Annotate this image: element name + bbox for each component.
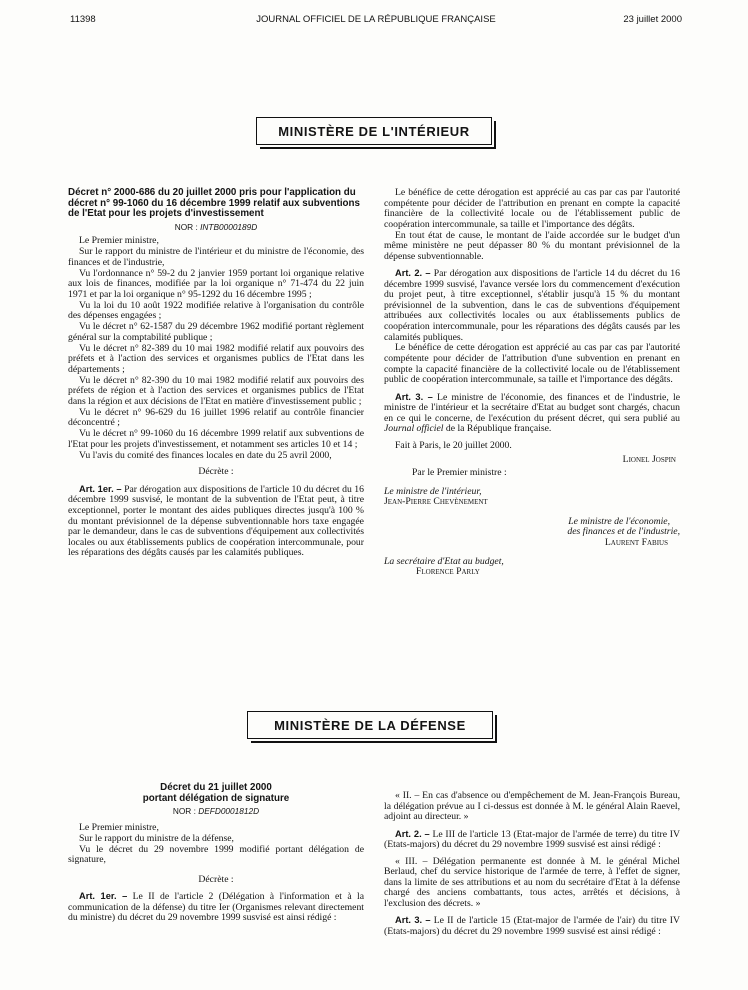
preamble-line: Vu le décret n° 99-1060 du 16 décembre 1999 relatif aux subventions de l'Etat pour les projets d'investissement, et notamment ses articles 10 et 14 ; <box>68 428 364 450</box>
nor-reference <box>68 806 364 817</box>
article-text: de la République française. <box>443 423 552 435</box>
article-label: Art. 3. – <box>395 915 431 926</box>
decree-defense-column-left <box>68 783 364 924</box>
preamble-line: Sur le rapport du ministre de la défense, <box>79 832 234 844</box>
article-3 <box>384 915 680 937</box>
preamble-line: Vu l'avis du comité des finances locales en date du 25 avril 2000, <box>79 449 332 461</box>
preamble-line: Vu le décret n° 62-1587 du 29 décembre 1962 modifié portant règlement général sur la comptabilité publique ; <box>68 321 364 343</box>
decree-title-line: Décret du 21 juillet 2000 <box>160 782 272 793</box>
preamble-line: Vu la loi du 10 août 1922 modifiée relative à l'organisation du contrôle des dépenses engagées ; <box>68 299 364 322</box>
quote-paragraph-II: « II. – En cas d'absence ou d'empêchement de M. Jean-François Bureau, la délégation prévue au I ci-dessus est donnée à M. le général Alain Raevel, adjoint au directeur. » <box>384 790 680 823</box>
nor-code: DEFD0001812D <box>198 806 260 817</box>
decrete-label: Décrète : <box>198 466 234 478</box>
article-label: Art. 1er. – <box>79 891 128 902</box>
economy-minister-title-1: Le ministre de l'économie, <box>568 515 670 527</box>
nor-code: INTB0000189D <box>200 221 258 232</box>
article-2 <box>384 829 680 851</box>
running-header <box>70 14 682 30</box>
quote-paragraph-III: « III. – Délégation permanente est donnée à M. le général Michel Berlaud, chef du service historique de l'armée de terre, à l'effet de signer, dans la limite de ses attributions et au nom du secrétaire d'Etat à la défense chargé des anciens combattants, tous actes, arrêtés et décisions, à l'exclusion des décrets. » <box>384 855 680 909</box>
ministry-heading-interior: MINISTÈRE DE L'INTÉRIEUR <box>256 117 492 145</box>
preamble-line: Vu l'ordonnance n° 59-2 du 2 janvier 1959 portant loi organique relative aux lois de finances, modifiée par la loi organique n° 71-474 du 22 juin 1971 et par la loi organique n° 95-1292 du 16 décembre 1995 ; <box>68 267 364 300</box>
article-1-paragraph: En tout état de cause, le montant de l'aide accordée sur le budget d'un même ministère ne peut dépasser 80 % du montant prévisionnel de la dépense subventionnable. <box>384 229 680 262</box>
ministry-heading-defense: MINISTÈRE DE LA DÉFENSE <box>247 711 493 739</box>
economy-minister-name: Laurent Fabius <box>604 536 668 548</box>
decrete-label: Décrète : <box>198 873 234 885</box>
decree-defense-column-right <box>384 783 680 938</box>
budget-secretary-name: Florence Parly <box>416 566 480 578</box>
article-1-paragraph: Le bénéfice de cette dérogation est apprécié au cas par cas par l'autorité compétente pour décider de l'attribution en prenant en compte la capacité financière de la collectivité locale ou de l'établissement public de coopération intercommunale, sa taille et l'importance des dégâts. <box>384 187 680 230</box>
nor-label: NOR : <box>172 806 196 817</box>
preamble-line: Vu le décret du 29 novembre 1999 modifié portant délégation de signature, <box>68 843 364 866</box>
economy-minister-title-2: des finances et de l'industrie, <box>567 526 680 538</box>
article-2 <box>384 268 680 343</box>
issue-date: 23 juillet 2000 <box>623 14 682 25</box>
signatory-pm: Lionel Jospin <box>622 454 676 466</box>
interior-minister-title: Le ministre de l'intérieur, <box>384 485 482 497</box>
decree-interior-column-left <box>68 188 364 559</box>
decree-interior-column-right <box>384 188 680 578</box>
signature-block <box>384 455 680 577</box>
article-text: Le II de l'article 2 (Délégation à l'information et à la communication de la défense) du titre Ier (Organismes relevant directement du ministre) du décret du 29 novembre 1999 susvisé est ainsi rédigé : <box>68 891 364 924</box>
done-at: Fait à Paris, le 20 juillet 2000. <box>395 439 512 451</box>
article-1 <box>68 484 364 559</box>
article-label: Art. 1er. – <box>79 483 122 494</box>
page-number: 11398 <box>70 14 96 25</box>
preamble-line: Le Premier ministre, <box>79 821 159 833</box>
article-text: Par dérogation aux dispositions de l'article 10 du décret du 16 décembre 1999 susvisé, le montant de la subvention de l'Etat peut, à titre exceptionnel, porter le montant des aides publiques directes jusqu'à 100 % du montant prévisionnel de la dépense subventionnable hors taxe engagée par le demandeur, dans le cas de subventions d'équipement aux collectivités locales ou aux établissements publics de coopération intercommunale, pour les réparations des dégâts causés par les calamités publiques. <box>68 483 364 559</box>
article-label: Art. 3. – <box>395 391 433 402</box>
decree-title-line: portant délégation de signature <box>142 792 290 804</box>
article-text: Par dérogation aux dispositions de l'article 14 du décret du 16 décembre 1999 susvisé, l'avance versée lors du commencement d'exécution du projet peut, à titre exceptionnel, s'établir jusqu'à 15 % du montant prévisionnel de la subvention, dans le cas de subventions d'équipement attribuées aux collectivités locales ou aux établissements publics de coopération intercommunale, pour les réparations des dégâts causés par les calamités publiques. <box>384 268 680 343</box>
preamble-line: Vu le décret n° 82-390 du 10 mai 1982 modifié relatif aux pouvoirs des préfets de région et à l'action des services et organismes publics de l'Etat dans la région et aux décisions de l'Etat en matière d'investissement public ; <box>68 374 364 407</box>
article-text: Le ministre de l'économie, des finances et de l'industrie, le ministre de l'intérieur et la secrétaire d'Etat au budget sont chargés, chacun en ce qui le concerne, de l'exécution du présent décret, qui sera publié au <box>384 391 681 424</box>
nor-reference <box>68 222 364 233</box>
preamble-line: Vu le décret n° 82-389 du 10 mai 1982 modifié relatif aux pouvoirs des préfets et à l'action des services et organismes publics de l'Etat dans les départements ; <box>68 342 364 375</box>
preamble-line: Sur le rapport du ministre de l'intérieur et du ministre de l'économie, des finances et de l'industrie, <box>68 246 364 268</box>
preamble-line: Le Premier ministre, <box>79 235 159 247</box>
preamble-line: Vu le décret n° 96-629 du 16 juillet 1996 relatif au contrôle financier déconcentré ; <box>68 406 364 429</box>
article-text: Le III de l'article 13 (Etat-major de l'armée de terre) du titre IV (Etats-majors) du décret du 29 novembre 1999 susvisé est ainsi rédigé : <box>384 828 680 851</box>
by-pm: Par le Premier ministre : <box>412 466 507 478</box>
article-label: Art. 2. – <box>395 268 431 279</box>
article-1 <box>68 891 364 924</box>
decree-title: Décret n° 2000-686 du 20 juillet 2000 pris pour l'application du décret n° 99-1060 du 16 décembre 1999 relatif aux subventions de l'Etat pour les projets d'investissement <box>68 187 360 220</box>
article-label: Art. 2. – <box>395 828 430 839</box>
journal-title: JOURNAL OFFICIEL DE LA RÉPUBLIQUE FRANÇAISE <box>256 14 496 25</box>
article-2-paragraph: Le bénéfice de cette dérogation est apprécié au cas par cas par l'autorité compétente pour décider de l'attribution d'une subvention en prenant en compte la capacité financière de la collectivité locale ou de l'établissement public de coopération intercommunale, sa taille et l'importance des dégâts. <box>384 342 680 386</box>
article-3 <box>384 392 680 435</box>
article-text: Le II de l'article 15 (Etat-major de l'armée de l'air) du titre IV (Etats-majors) du décret du 29 novembre 1999 susvisé est ainsi rédigé : <box>384 915 681 938</box>
journal-officiel-ref: Journal officiel <box>384 423 444 435</box>
interior-minister-name: Jean-Pierre Chevènement <box>384 496 488 508</box>
nor-label: NOR : <box>174 221 198 232</box>
budget-secretary-title: La secrétaire d'Etat au budget, <box>384 555 504 567</box>
